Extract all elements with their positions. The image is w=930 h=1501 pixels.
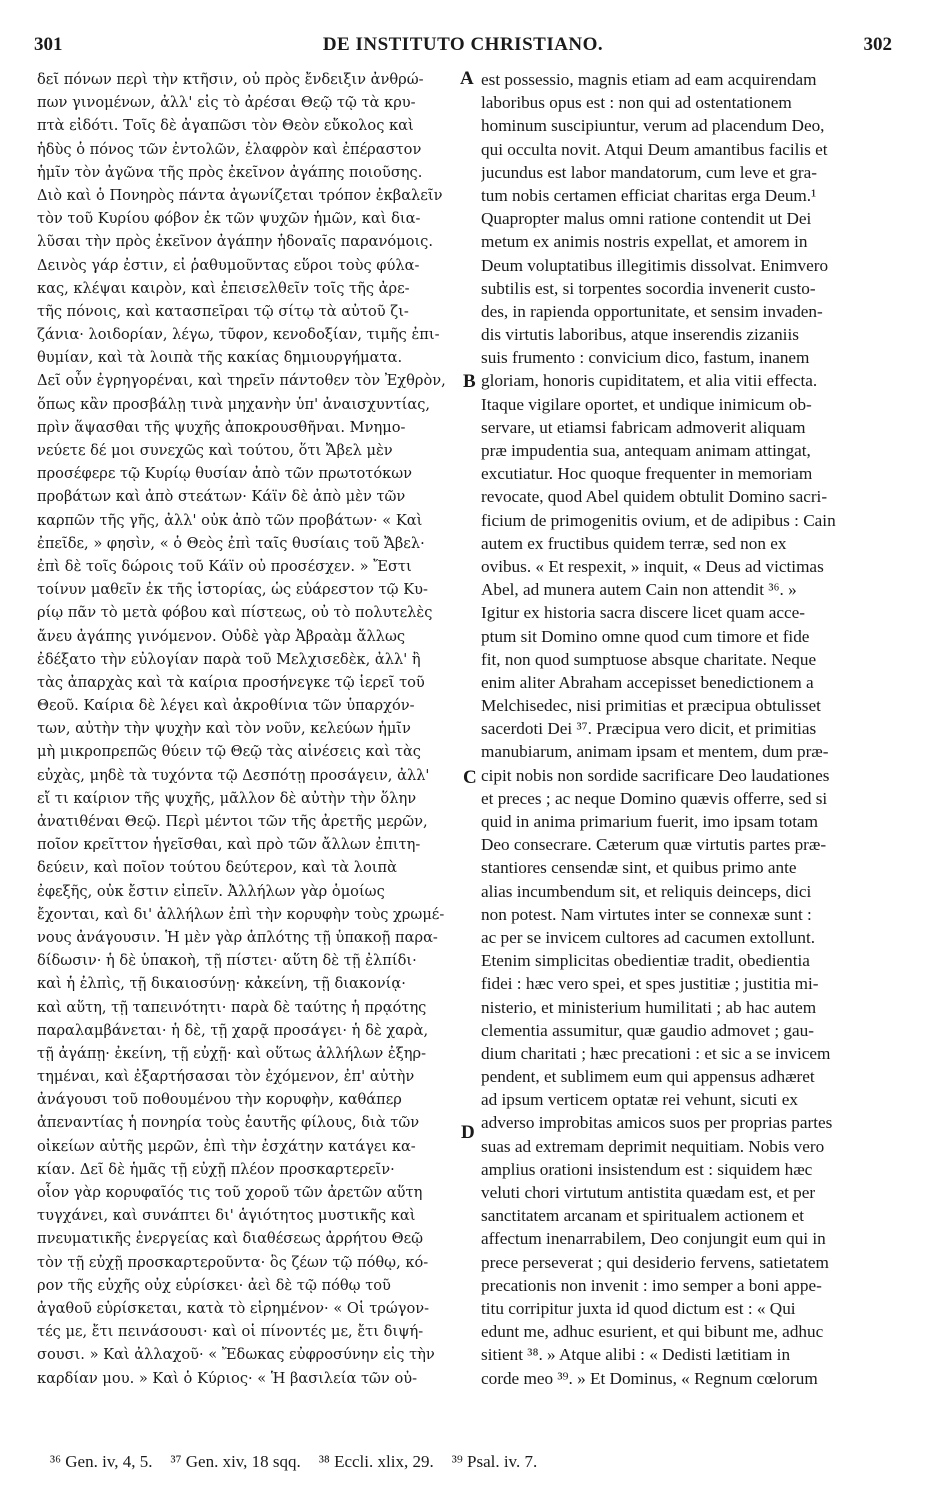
latin-text-line: et preces ; ac neque Domino quævis offerre, sed si [481,788,828,808]
greek-text-line: εὐχὰς, μηδὲ τὰ τυχόντα τῷ Δεσπότῃ προσάγειν, ἀλλ' [37,766,430,784]
footnote: ³⁹ Psal. iv. 7. [451,1452,538,1471]
greek-text-line: παραλαμβάνεται· ἡ δὲ, τῇ χαρᾷ προσάγει· ἡ δὲ χαρὰ, [37,1021,429,1039]
latin-text-line: qui occulta novit. Atqui Deum amantibus facilis et [481,139,828,159]
greek-text-line: Δεῖ οὖν ἐγρηγορέναι, καὶ τηρεῖν πάντοθεν τὸν Ἐχθρὸν, [37,372,446,390]
greek-text-line: ἀνατιθέναι Θεῷ. Περὶ μέντοι τῶν τῆς ἀρετῆς μερῶν, [37,813,428,830]
greek-text-line: κας, κλέψαι καιρὸν, καὶ ἐπεισελθεῖν τοῖς τῆς ἀρε- [37,279,410,297]
latin-text-line: dium charitati ; hæc precationi : et sic a se invicem [481,1043,831,1063]
latin-text-line: suis frumento : convicium dico, fastum, inanem [481,348,810,368]
latin-text-line: præ impudentia sua, antequam animam attingat, [481,441,811,460]
latin-text-line: laboribus opus est : non qui ad ostentationem [481,93,792,113]
greek-text-line: Διὸ καὶ ὁ Πονηρὸς πάντα ἀγωνίζεται τρόπον ἐκβαλεῖν [37,186,443,204]
latin-text-line: fidei : hæc vero spei, et spes justitiæ ; justitia mi- [481,974,819,994]
section-marker-b: B [463,371,476,392]
latin-text-line: hominum suscipiuntur, verum ad placendum Deo, [481,116,825,136]
greek-text-line: προβάτων καὶ ἀπὸ στεάτων· Κάϊν δὲ ἀπὸ μὲν τῶν [37,488,406,506]
greek-text-line: τὸν τοῦ Κυρίου φόβον ἐκ τῶν ψυχῶν ἡμῶν, καὶ δια- [37,210,421,228]
latin-text-line: veluti chori virtutum antistita quædam est, et per [481,1183,816,1202]
latin-text-line: servare, ut etiamsi fabricam admoverit aliquam [481,417,806,437]
footnote: ³⁸ Eccli. xlix, 29. [318,1452,434,1471]
latin-text-line: pendent, et sublimem eum qui appensus adhæret [481,1067,815,1087]
latin-text-line: nisterio, et ministerium humilitati ; ab hac autem [481,997,817,1017]
greek-text-line: των, αὐτὴν τὴν ψυχὴν καὶ τὸν νοῦν, κελεύων ἡμῖν [37,720,411,738]
latin-text-line: sanctitatem arcanam et spiritualem actionem et [481,1206,805,1226]
greek-text-line: πτὰ εἰδότι. Τοῖς δὲ ἀγαπῶσι τὸν Θεὸν εὔκολος καὶ [37,117,414,135]
greek-text-line: καὶ ἡ ἐλπὶς, τῇ δικαιοσύνῃ· κἀκείνη, τῇ διακονίᾳ· [37,975,406,993]
latin-text-line: Etenim simplicitas obedientiæ tradit, obedientia [481,951,810,971]
latin-text-line: revocate, quod Abel quidem obtulit Domino sacri- [481,487,828,507]
greek-text-line: νους ἀνάγουσιν. Ἡ μὲν γὰρ ἁπλότης τῇ ὑπακοῇ παρα- [37,928,438,946]
greek-text-line: καὶ αὕτη, τῇ ταπεινότητι· παρὰ δὲ ταύτης ἡ πρᾳότης [37,998,427,1016]
latin-text-line: dis virtutis laboribus, atque inserendis zizaniis [481,325,799,345]
section-marker-a: A [460,68,474,89]
latin-text-line: Quapropter malus omni ratione contendit ut Dei [481,209,812,229]
latin-text-line: tum nobis certamen efficiat charitas erga Deum.¹ [481,185,817,205]
latin-text-line: titu corripitur juxta id quod dictum est : « Qui [481,1298,796,1318]
greek-text-line: καρδίαν μου. » Καὶ ὁ Κύριος· « Ἡ βασιλεία τῶν οὐ- [37,1369,418,1387]
latin-text-line: Melchisedec, nisi primitias et præcipua obtulisset [481,696,821,716]
latin-text-line: metum ex animis nostris expellat, et amorem in [481,232,808,252]
greek-text-line: πρὶν ἅψασθαι τῆς ψυχῆς ἀποκρουσθῆναι. Μνημο- [37,418,406,436]
greek-text-line: ἐδέξατο τὴν εὐλογίαν παρὰ τοῦ Μελχισεδὲκ, ἀλλ' ἢ [37,650,421,668]
page-number-right: 302 [863,34,892,55]
running-header [34,34,892,60]
greek-text-line: λῦσαι τὴν πρὸς ἐκεῖνον ἀγάπην ἡδοναῖς παρανόμοις. [37,233,433,251]
latin-text-line: sitient ³⁸. » Atque alibi : « Dedisti lætitiam in [481,1345,791,1365]
greek-text-line: ἐπὶ δὲ τοῖς δώροις τοῦ Κάϊν οὐ προσέσχεν. » Ἔστι [37,557,412,575]
latin-text-line: adverso improbitas amicos suos per proprias partes [481,1113,833,1133]
greek-text-line: οἰκείων αὐτῆς μερῶν, ἐπὶ τὴν ἐσχάτην κατάγει κα- [37,1137,416,1155]
footnotes [50,1452,555,1472]
greek-text-line: πων γινομένων, ἀλλ' εἰς τὸ ἀρέσαι Θεῷ τῷ τὰ κρυ- [37,94,416,112]
latin-text-line: prece perseverat ; qui desiderio fervens, satietatem [481,1252,829,1272]
latin-text-line: ac per se invicem cultores ad cacumen extollunt. [481,927,816,947]
footnote: ³⁶ Gen. iv, 4, 5. [50,1452,153,1471]
greek-text-line: τῆς πόνοις, καὶ κατασπεῖραι τῷ σίτῳ τὰ αὐτοῦ ζι- [37,302,409,320]
greek-text-line: νεύετε δέ μοι συνεχῶς καὶ τούτου, ὅτι Ἄβελ μὲν [37,442,393,459]
greek-text-line: τῇ ἀγάπῃ· ἐκείνη, τῇ εὐχῇ· καὶ οὕτως ἀλλήλων ἐξηρ- [37,1044,427,1062]
greek-text-line: δεῖ πόνων περὶ τὴν κτῆσιν, οὐ πρὸς ἔνδειξιν ἀνθρώ- [37,71,424,88]
greek-text-line: σουσι. » Καὶ ἀλλαχοῦ· « Ἔδωκας εὐφροσύνην εἰς τὴν [37,1346,435,1364]
greek-text-line: δεύειν, καὶ ποῖον τούτου δεύτερον, καὶ τὰ λοιπὰ [37,859,397,877]
latin-text-line: autem ex fructibus quidem terræ, sed non ex [481,533,787,553]
latin-text-line: subtilis est, si torpentes socordia invenerit custo- [481,278,816,298]
greek-text-line: Θεοῦ. Καίρια δὲ λέγει καὶ ἀκροθίνια τῶν ὑπαρχόν- [37,697,415,715]
latin-text-line: fit, non quod sumptuose absque charitate. Neque [481,649,817,669]
greek-text-line: οἷον γὰρ κορυφαῖός τις τοῦ χοροῦ τῶν ἀρετῶν αὕτη [37,1184,423,1201]
greek-text-line: καρπῶν τῆς γῆς, ἀλλ' οὐκ ἀπὸ τῶν προβάτων· « Καὶ [37,511,423,529]
greek-text-line: εἴ τι καίριον τῆς ψυχῆς, μᾶλλον δὲ αὐτὴν τὴν ὅλην [37,789,417,807]
greek-text-line: ποῖον κρεῖττον ἡγεῖσθαι, καὶ πρὸ τῶν ἄλλων ἐπιτη- [37,836,421,854]
greek-text-line: ἡδὺς ὁ πόνος τῶν ἐντολῶν, ἐλαφρὸν καὶ ἐπέραστον [37,140,422,158]
greek-text-line: ἐφεξῆς, οὐκ ἔστιν εἰπεῖν. Ἀλλήλων γὰρ ὁμοίως [37,882,385,900]
latin-text-line: edunt me, adhuc esurient, et qui bibunt me, adhuc [481,1322,824,1342]
greek-text-line: τυγχάνει, καὶ συνάπτει δι' ἁγιότητος μυστικῆς καὶ [37,1207,416,1225]
latin-text-line: Deo consecrare. Cæterum quæ virtutis partes præ- [481,835,827,855]
greek-text-line: δίδωσιν· ἡ δὲ ὑπακοὴ, τῇ πίστει· αὕτη δὲ τῇ ἐλπίδι· [37,952,417,970]
greek-text-line: τὰς ἀπαρχὰς καὶ τὰ καίρια προσήνεγκε τῷ ἱερεῖ τοῦ [37,673,425,691]
latin-text-line: Igitur ex historia sacra discere licet quam acce- [481,603,806,623]
section-marker-c: C [463,767,477,788]
latin-text-line: non potest. Nam virtutes inter se connexæ sunt : [481,904,812,924]
latin-text-line: est possessio, magnis etiam ad eam acquirendam [481,70,817,89]
greek-text-line: κίαν. Δεῖ δὲ ἡμᾶς τῇ εὐχῇ πλέον προσκαρτερεῖν· [37,1160,395,1178]
latin-text-line: ovibus. « Et respexit, » inquit, « Deus ad victimas [481,556,824,576]
latin-text-line: quid in anima primarium fuerit, imo ipsam totam [481,812,819,831]
latin-text-line: precationis non invenit : imo semper a boni appe- [481,1275,822,1295]
greek-text-line: ἔχονται, καὶ δι' ἀλλήλων ἐπὶ τὴν κορυφὴν τοὺς χρωμέ- [37,905,445,923]
greek-text-line: τοίνυν μαθεῖν ἐκ τῆς ἱστορίας, ὡς εὐάρεστον τῷ Κυ- [37,581,428,599]
greek-text-line: τές με, ἔτι πεινάσουσι· καὶ οἱ πίνοντές με, ἔτι διψή- [37,1323,424,1341]
greek-text-line: ζάνια· λοιδορίαν, λέγω, τῦφον, κενοδοξίαν, τιμῆς ἐπι- [37,326,440,344]
greek-text-line: μὴ μικροπρεπῶς θύειν τῷ Θεῷ τὰς αἰνέσεις καὶ τὰς [37,743,421,761]
latin-text-line: alias incumbendum sit, et reliquis deinceps, dici [481,881,812,901]
greek-text-line: τημέναι, καὶ ἐξαρτήσασαι τὸν ἐχόμενον, ἐπ' αὐτὴν [37,1068,415,1086]
section-marker-d: D [461,1122,475,1143]
greek-text-line: ἡμῖν τὸν ἀγῶνα τῆς πρὸς ἐκεῖνον ἀγάπης ποιοῦσης. [37,163,423,181]
latin-text-line: enim aliter Abraham accepisset benedictionem a [481,672,814,692]
latin-text-line: gloriam, honoris cupiditatem, et alia vitii effecta. [481,371,818,391]
greek-text-line: ἄνευ ἀγάπης γινόμενον. Οὐδὲ γὰρ Ἀβραὰμ ἄλλως [37,627,406,645]
latin-text-line: jucundus est labor mandatorum, cum leve et gra- [481,162,818,182]
latin-text-line: Abel, ad munera autem Cain non attendit ³⁶. » [481,580,797,600]
footnote: ³⁷ Gen. xiv, 18 sqq. [170,1452,301,1471]
greek-text-line: τὸν τῇ εὐχῇ προσκαρτεροῦντα· ὃς ζέων τῷ πόθῳ, κό- [37,1253,429,1271]
greek-text-line: ἀγαθοῦ εὑρίσκεται, κατὰ τὸ εἰρημένον· « Οἱ τρώγον- [37,1299,430,1317]
latin-text-line: des, in rapienda opportunitate, et sensim invaden- [481,301,823,321]
latin-text-line: stantiores censendæ sint, et quibus primo ante [481,858,797,878]
latin-text-line: excutiatur. Hoc quoque frequenter in memoriam [481,464,813,484]
greek-text-column [37,68,461,1390]
greek-text-line: ὅπως κἂν προσβάλῃ τινὰ μηχανὴν ὑπ' ἀναισχυντίας, [37,395,431,413]
greek-text-line: προσέφερε τῷ Κυρίῳ θυσίαν ἀπὸ τῶν πρωτοτόκων [37,465,413,483]
latin-text-line: Itaque vigilare oportet, et undique inimicum ob- [481,394,812,414]
greek-text-line: θυμίαν, καὶ τὰ λοιπὰ τῆς κακίας δημιουργήματα. [37,349,403,367]
page-number-left: 301 [34,34,63,55]
greek-text-line: ἐπεῖδε, » φησὶν, « ὁ Θεὸς ἐπὶ ταῖς θυσίαις τοῦ Ἄβελ· [37,534,425,552]
latin-text-line: ad ipsum verticem optatæ rei vehunt, sicuti ex [481,1090,798,1110]
latin-text-line: corde meo ³⁹. » Et Dominus, « Regnum cœlorum [481,1368,818,1388]
latin-text-line: Deum voluptatibus illegitimis dissolvat. Enimvero [481,255,829,275]
latin-text-line: affectum inenarrabilem, Deo conjungit eum qui in [481,1229,826,1249]
latin-text-line: amplius orationi insistendum est : siquidem hæc [481,1159,813,1179]
greek-text-line: ρον τῆς εὐχῆς οὐχ εὑρίσκει· ἀεὶ δὲ τῷ πόθῳ τοῦ [37,1276,391,1294]
greek-text-line: ἀπεναντίας ἡ πονηρία τοὺς ἑαυτῆς φίλους, διὰ τῶν [37,1114,420,1132]
greek-text-line: Δεινὸς γάρ ἐστιν, εἰ ῥαθυμοῦντας εὕροι τοὺς φύλα- [37,256,420,274]
latin-text-column [481,68,893,1390]
running-title: DE INSTITUTO CHRISTIANO. [322,34,604,55]
latin-text-line: ficium de primogenitis ovium, et de adipibus : Cain [481,510,836,530]
latin-text-line: sacerdoti Dei ³⁷. Præcipua vero dicit, et primitias [481,719,817,739]
latin-text-line: suas ad extremam deprimit nequitiam. Nobis vero [481,1136,825,1156]
greek-text-line: ἀνάγουσι τοῦ ποθουμένου τὴν κορυφὴν, καθάπερ [37,1091,402,1109]
latin-text-line: ptum sit Domino omne quod cum timore et fide [481,626,810,646]
latin-text-line: cipit nobis non sordide sacrificare Deo laudationes [481,765,830,785]
latin-text-line: clementia assumitur, quæ gaudio admovet ; gau- [481,1020,814,1040]
greek-text-line: ρίῳ πᾶν τὸ μετὰ φόβου καὶ πίστεως, οὐ τὸ πολυτελὲς [37,604,433,622]
greek-text-line: πνευματικῆς ἐνεργείας καὶ διαθέσεως ἀρρήτου Θεῷ [37,1230,424,1248]
latin-text-line: manubiarum, animam ipsam et mentem, dum præ- [481,742,829,762]
